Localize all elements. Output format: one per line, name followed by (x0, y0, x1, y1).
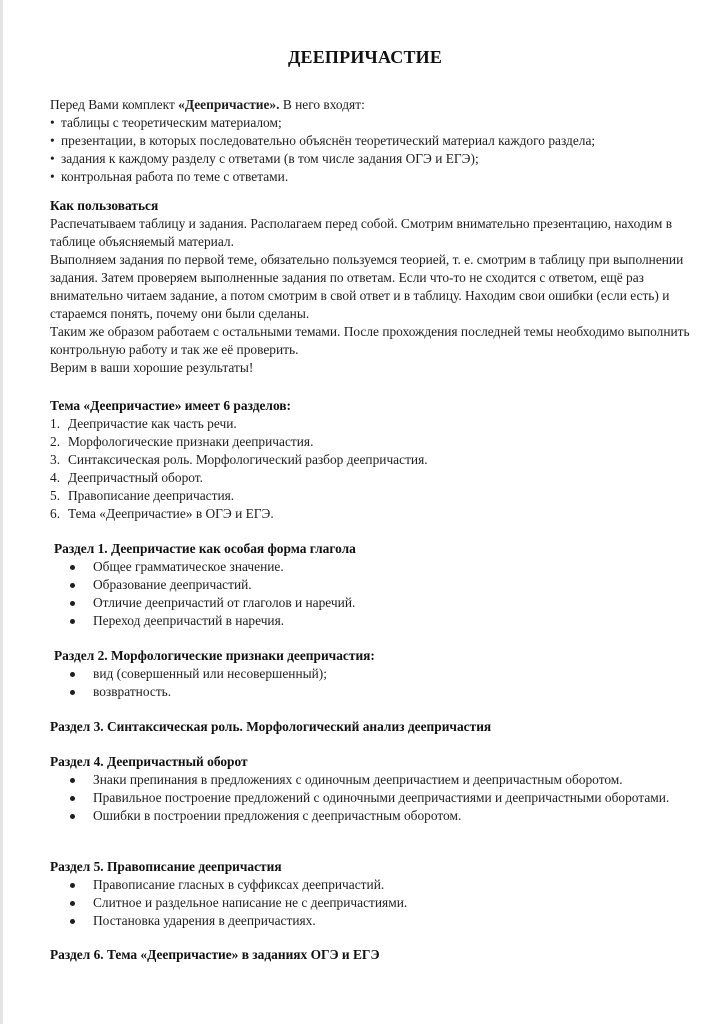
topic-number: 1. (50, 416, 61, 431)
section-list-item: Общее грамматическое значение. (50, 558, 707, 576)
topics-block (50, 397, 697, 523)
topic-text: Деепричастие как часть речи. (68, 416, 237, 431)
section-list-item: Образование деепричастий. (50, 576, 707, 594)
intro-list-item: • презентации, в которых последовательно объяснён теоретический материал каждого раздела; (50, 132, 697, 150)
intro-list-item: • таблицы с теоретическим материалом; (50, 114, 697, 132)
section-list-item: Правописание гласных в суффиксах деепричастий. (50, 876, 707, 894)
intro-list-item: • задания к каждому разделу с ответами (в том числе задания ОГЭ и ЕГЭ); (50, 150, 697, 168)
section-1 (50, 540, 707, 630)
section-4 (50, 753, 707, 825)
section-list-item: Ошибки в построении предложения с деепричастным оборотом. (50, 807, 707, 825)
intro-lead-prefix: Перед Вами комплект (50, 97, 179, 112)
howto-paragraph: Выполняем задания по первой теме, обязательно пользуемся теорией, т. е. смотрим в таблицу при выполнении задания. Затем проверяем выполненные задания по ответам. Если что-то не сходится с ответом, ещё раз внимательно читаем задание, а потом смотрим в свой ответ и в таблицу. Находим свои ошибки (если есть) и стараемся понять, почему они были сделаны. (50, 252, 684, 321)
section-list-item: Слитное и раздельное написание не с деепричастиями. (50, 894, 707, 912)
section-list (50, 558, 707, 630)
howto-heading: Как пользоваться (50, 198, 159, 213)
topic-item (50, 469, 697, 487)
topic-item (50, 415, 697, 433)
topic-text: Тема «Деепричастие» в ОГЭ и ЕГЭ. (68, 506, 274, 521)
intro-block (50, 96, 697, 186)
section-heading: Раздел 3. Синтаксическая роль. Морфологический анализ деепричастия (50, 719, 492, 734)
howto-paragraph: Распечатываем таблицу и задания. Располагаем перед собой. Смотрим внимательно презентацию, находим в таблице объясняемый материал. (50, 216, 673, 249)
section-5 (50, 858, 707, 930)
topic-text: Синтаксическая роль. Морфологический разбор деепричастия. (68, 452, 428, 467)
howto-paragraph: Верим в ваши хорошие результаты! (50, 360, 254, 375)
section-2 (50, 647, 707, 701)
topic-item (50, 451, 697, 469)
section-heading: Раздел 5. Правописание деепричастия (50, 859, 282, 874)
topics-heading: Тема «Деепричастие» имеет 6 разделов: (50, 398, 291, 413)
section-heading: Раздел 6. Тема «Деепричастие» в заданиях ОГЭ и ЕГЭ (50, 947, 380, 962)
section-heading: Раздел 1. Деепричастие как особая форма глагола (54, 541, 356, 556)
topic-number: 2. (50, 434, 61, 449)
topic-text: Морфологические признаки деепричастия. (68, 434, 314, 449)
section-3 (50, 718, 707, 736)
section-list (50, 876, 707, 930)
topic-text: Правописание деепричастия. (68, 488, 235, 503)
topic-number: 3. (50, 452, 61, 467)
section-heading: Раздел 2. Морфологические признаки деепричастия: (54, 648, 375, 663)
section-list (50, 771, 707, 825)
intro-list (50, 114, 697, 186)
section-list-item: вид (совершенный или несовершенный); (50, 665, 707, 683)
section-list-item: Знаки препинания в предложениях с одиночным деепричастием и деепричастным оборотом. (50, 771, 707, 789)
section-list (50, 665, 707, 701)
topic-number: 4. (50, 470, 61, 485)
topic-item (50, 433, 697, 451)
intro-list-item: • контрольная работа по теме с ответами. (50, 168, 697, 186)
section-heading: Раздел 4. Деепричастный оборот (50, 754, 248, 769)
section-6 (50, 946, 707, 964)
howto-block (50, 197, 697, 377)
section-list-item: Правильное построение предложений с одиночными деепричастиями и деепричастными оборотами. (50, 789, 707, 807)
intro-lead-bold: «Деепричастие». (178, 97, 280, 112)
howto-paragraph: Таким же образом работаем с остальными темами. После прохождения последней темы необходимо выполнить контрольную работу и так же её проверить. (50, 324, 690, 357)
section-list-item: Переход деепричастий в наречия. (50, 612, 707, 630)
intro-lead-suffix: В него входят: (279, 97, 365, 112)
section-list-item: Отличие деепричастий от глаголов и наречий. (50, 594, 707, 612)
intro-lead (50, 96, 697, 114)
topics-list (50, 415, 697, 523)
document-title: ДЕЕПРИЧАСТИЕ (287, 47, 443, 67)
section-list-item: возвратность. (50, 683, 707, 701)
topic-item (50, 487, 697, 505)
topic-number: 6. (50, 506, 61, 521)
topic-text: Деепричастный оборот. (68, 470, 203, 485)
section-list-item: Постановка ударения в деепричастиях. (50, 912, 707, 930)
topic-number: 5. (50, 488, 61, 503)
topic-item (50, 505, 697, 523)
